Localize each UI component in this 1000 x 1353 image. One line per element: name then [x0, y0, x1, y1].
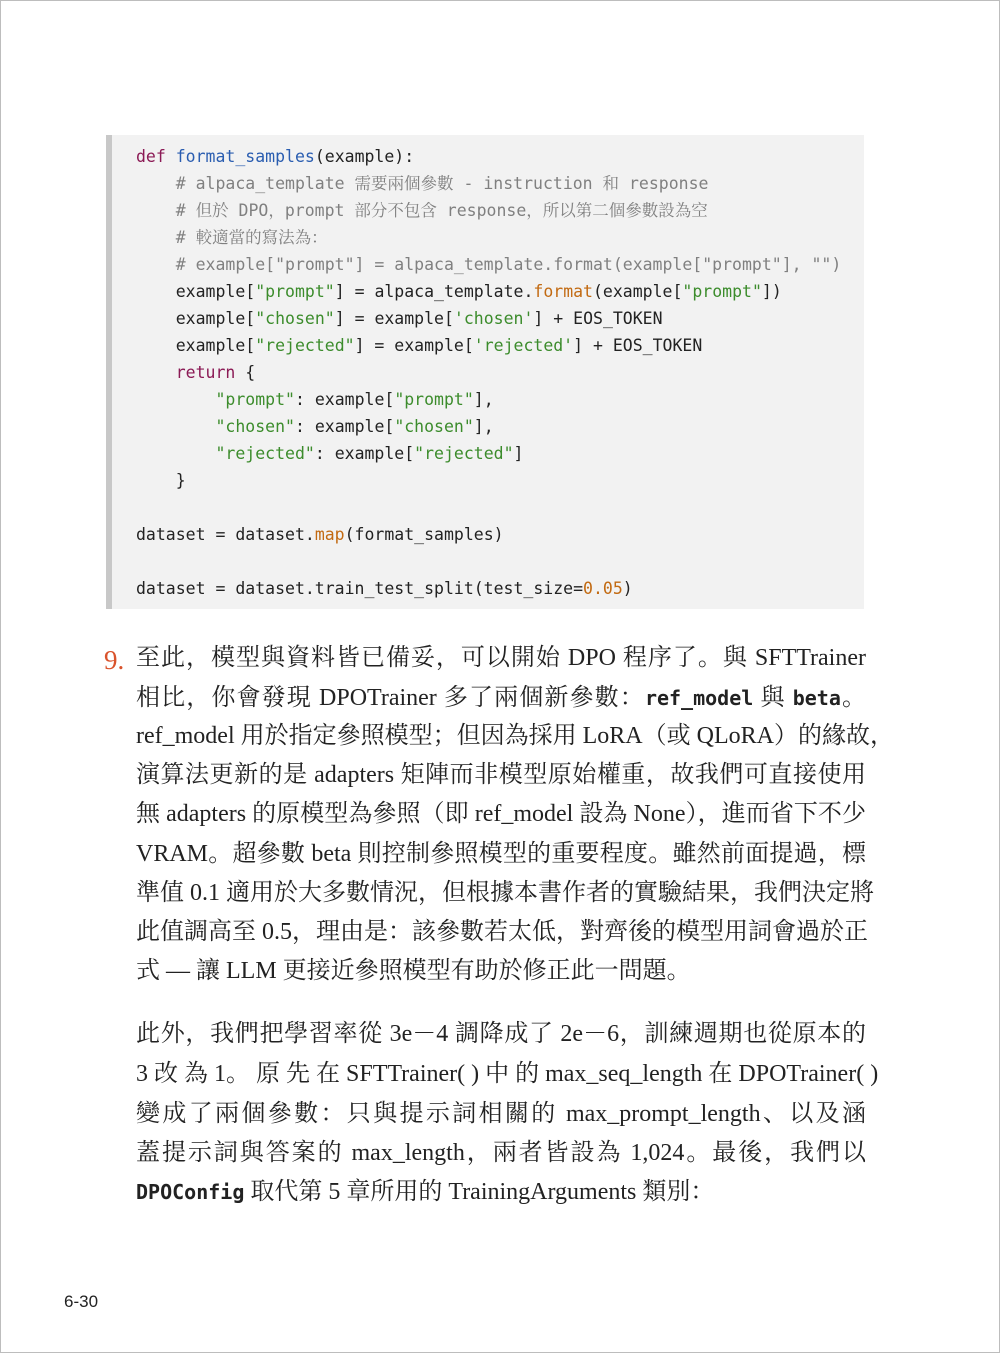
paragraph-line: 準值 0.1 適用於大多數情況，但根據本書作者的實驗結果，我們決定將: [136, 880, 874, 906]
paragraph-line: 3 改 為 1。 原 先 在 SFTTrainer( ) 中 的 max_seq_length 在 DPOTrainer( ): [136, 1061, 879, 1087]
code-token: "prompt": [255, 282, 335, 301]
text-span: 相比，你會發現 DPOTrainer 多了兩個新參數：: [136, 685, 645, 711]
text-span: 。: [840, 685, 867, 711]
code-line: [136, 444, 523, 464]
code-comment: # 較適當的寫法為：: [136, 228, 328, 247]
code-token: "prompt": [682, 282, 762, 301]
paragraph-line: 變成了兩個參數：只與提示詞相關的 max_prompt_length、以及涵: [136, 1101, 866, 1127]
code-token: format_samples: [175, 147, 315, 166]
code-comment: # 但於 DPO，prompt 部分不包含 response，所以第二個參數設為空: [136, 201, 708, 220]
paragraph-line: 至此，模型與資料皆已備妥，可以開始 DPO 程序了。與 SFTTrainer: [136, 645, 866, 671]
code-token: ] = example[: [334, 309, 454, 328]
paragraph-line: 此值調高至 0.5，理由是：該參數若太低，對齊後的模型用詞會過於正: [136, 919, 868, 945]
code-line: [136, 525, 504, 545]
code-token: "prompt": [215, 390, 295, 409]
code-token: "chosen": [394, 417, 474, 436]
code-comment: # alpaca_template 需要兩個參數 - instruction 和 response: [136, 174, 709, 193]
code-line: }: [136, 471, 186, 490]
paragraph-line: 此外，我們把學習率從 3e－4 調降成了 2e－6，訓練週期也從原本的: [136, 1021, 866, 1047]
code-token: : example[: [294, 390, 395, 409]
code-token: return: [175, 363, 236, 382]
paragraph-line: [136, 680, 866, 716]
code-block: [106, 135, 864, 609]
inline-code: DPOConfig: [136, 1180, 245, 1204]
code-token: 'chosen': [453, 309, 534, 328]
code-token: "prompt": [394, 390, 474, 409]
step-number: 9.: [104, 645, 125, 675]
code-token: "chosen": [255, 309, 335, 328]
inline-code: ref_model: [644, 686, 754, 710]
inline-code: beta: [792, 686, 841, 710]
code-token: dataset = dataset.train_test_split(test_size=: [136, 579, 584, 598]
paragraph-line: ref_model 用於指定參照模型；但因為採用 LoRA（或 QLoRA）的緣故，: [136, 723, 894, 749]
paragraph-line: 無 adapters 的原模型為參照（即 ref_model 設為 None），進而省下不少: [136, 801, 866, 827]
code-token: 'rejected': [473, 336, 574, 355]
code-line: [136, 282, 782, 302]
code-token: [136, 417, 215, 436]
code-token: "chosen": [215, 417, 295, 436]
code-line: [136, 579, 633, 599]
code-token: ]: [513, 444, 524, 463]
code-token: 0.05: [583, 579, 623, 598]
code-line: [136, 309, 663, 329]
paragraph-line: VRAM。超參數 beta 則控制參照模型的重要程度。雖然前面提過，標: [136, 841, 866, 867]
code-comment: # example["prompt"] = alpaca_template.format(example["prompt"], ""): [136, 255, 842, 274]
page-number: 6-30: [64, 1292, 99, 1311]
code-line: [136, 147, 414, 167]
code-token: example[: [136, 282, 256, 301]
paragraph-line: [136, 1174, 866, 1210]
code-token: "rejected": [255, 336, 355, 355]
code-token: : example[: [314, 444, 415, 463]
code-token: [136, 390, 215, 409]
text-span: 與: [753, 685, 793, 711]
code-token: "rejected": [414, 444, 514, 463]
code-token: ],: [473, 417, 494, 436]
code-token: ]): [761, 282, 782, 301]
code-token: (example):: [314, 147, 415, 166]
paragraph-line: 式 — 讓 LLM 更接近參照模型有助於修正此一問題。: [136, 958, 691, 984]
code-token: example[: [136, 309, 256, 328]
paragraph-line: 演算法更新的是 adapters 矩陣而非模型原始權重，故我們可直接使用: [136, 762, 866, 788]
code-line: [136, 417, 494, 437]
code-token: [136, 363, 176, 382]
code-token: ] + EOS_TOKEN: [573, 336, 703, 355]
code-line: [136, 390, 494, 410]
code-token: [136, 444, 215, 463]
code-token: ],: [473, 390, 494, 409]
code-token: (example[: [593, 282, 683, 301]
code-token: {: [235, 363, 256, 382]
code-token: example[: [136, 336, 256, 355]
code-token: dataset = dataset.: [136, 525, 315, 544]
code-token: ): [622, 579, 633, 598]
code-token: "rejected": [215, 444, 315, 463]
code-token: def: [136, 147, 176, 166]
text-span: 取代第 5 章所用的 TrainingArguments 類別：: [244, 1179, 715, 1205]
code-token: (format_samples): [344, 525, 504, 544]
code-token: map: [314, 525, 345, 544]
code-line: [136, 336, 702, 356]
code-token: ] + EOS_TOKEN: [533, 309, 663, 328]
code-token: ] = example[: [354, 336, 474, 355]
code-token: : example[: [294, 417, 395, 436]
code-token: format: [533, 282, 593, 301]
code-line: [136, 363, 255, 383]
paragraph-line: 蓋提示詞與答案的 max_length，兩者皆設為 1,024。最後，我們以: [136, 1140, 866, 1166]
code-token: ] = alpaca_template.: [334, 282, 534, 301]
